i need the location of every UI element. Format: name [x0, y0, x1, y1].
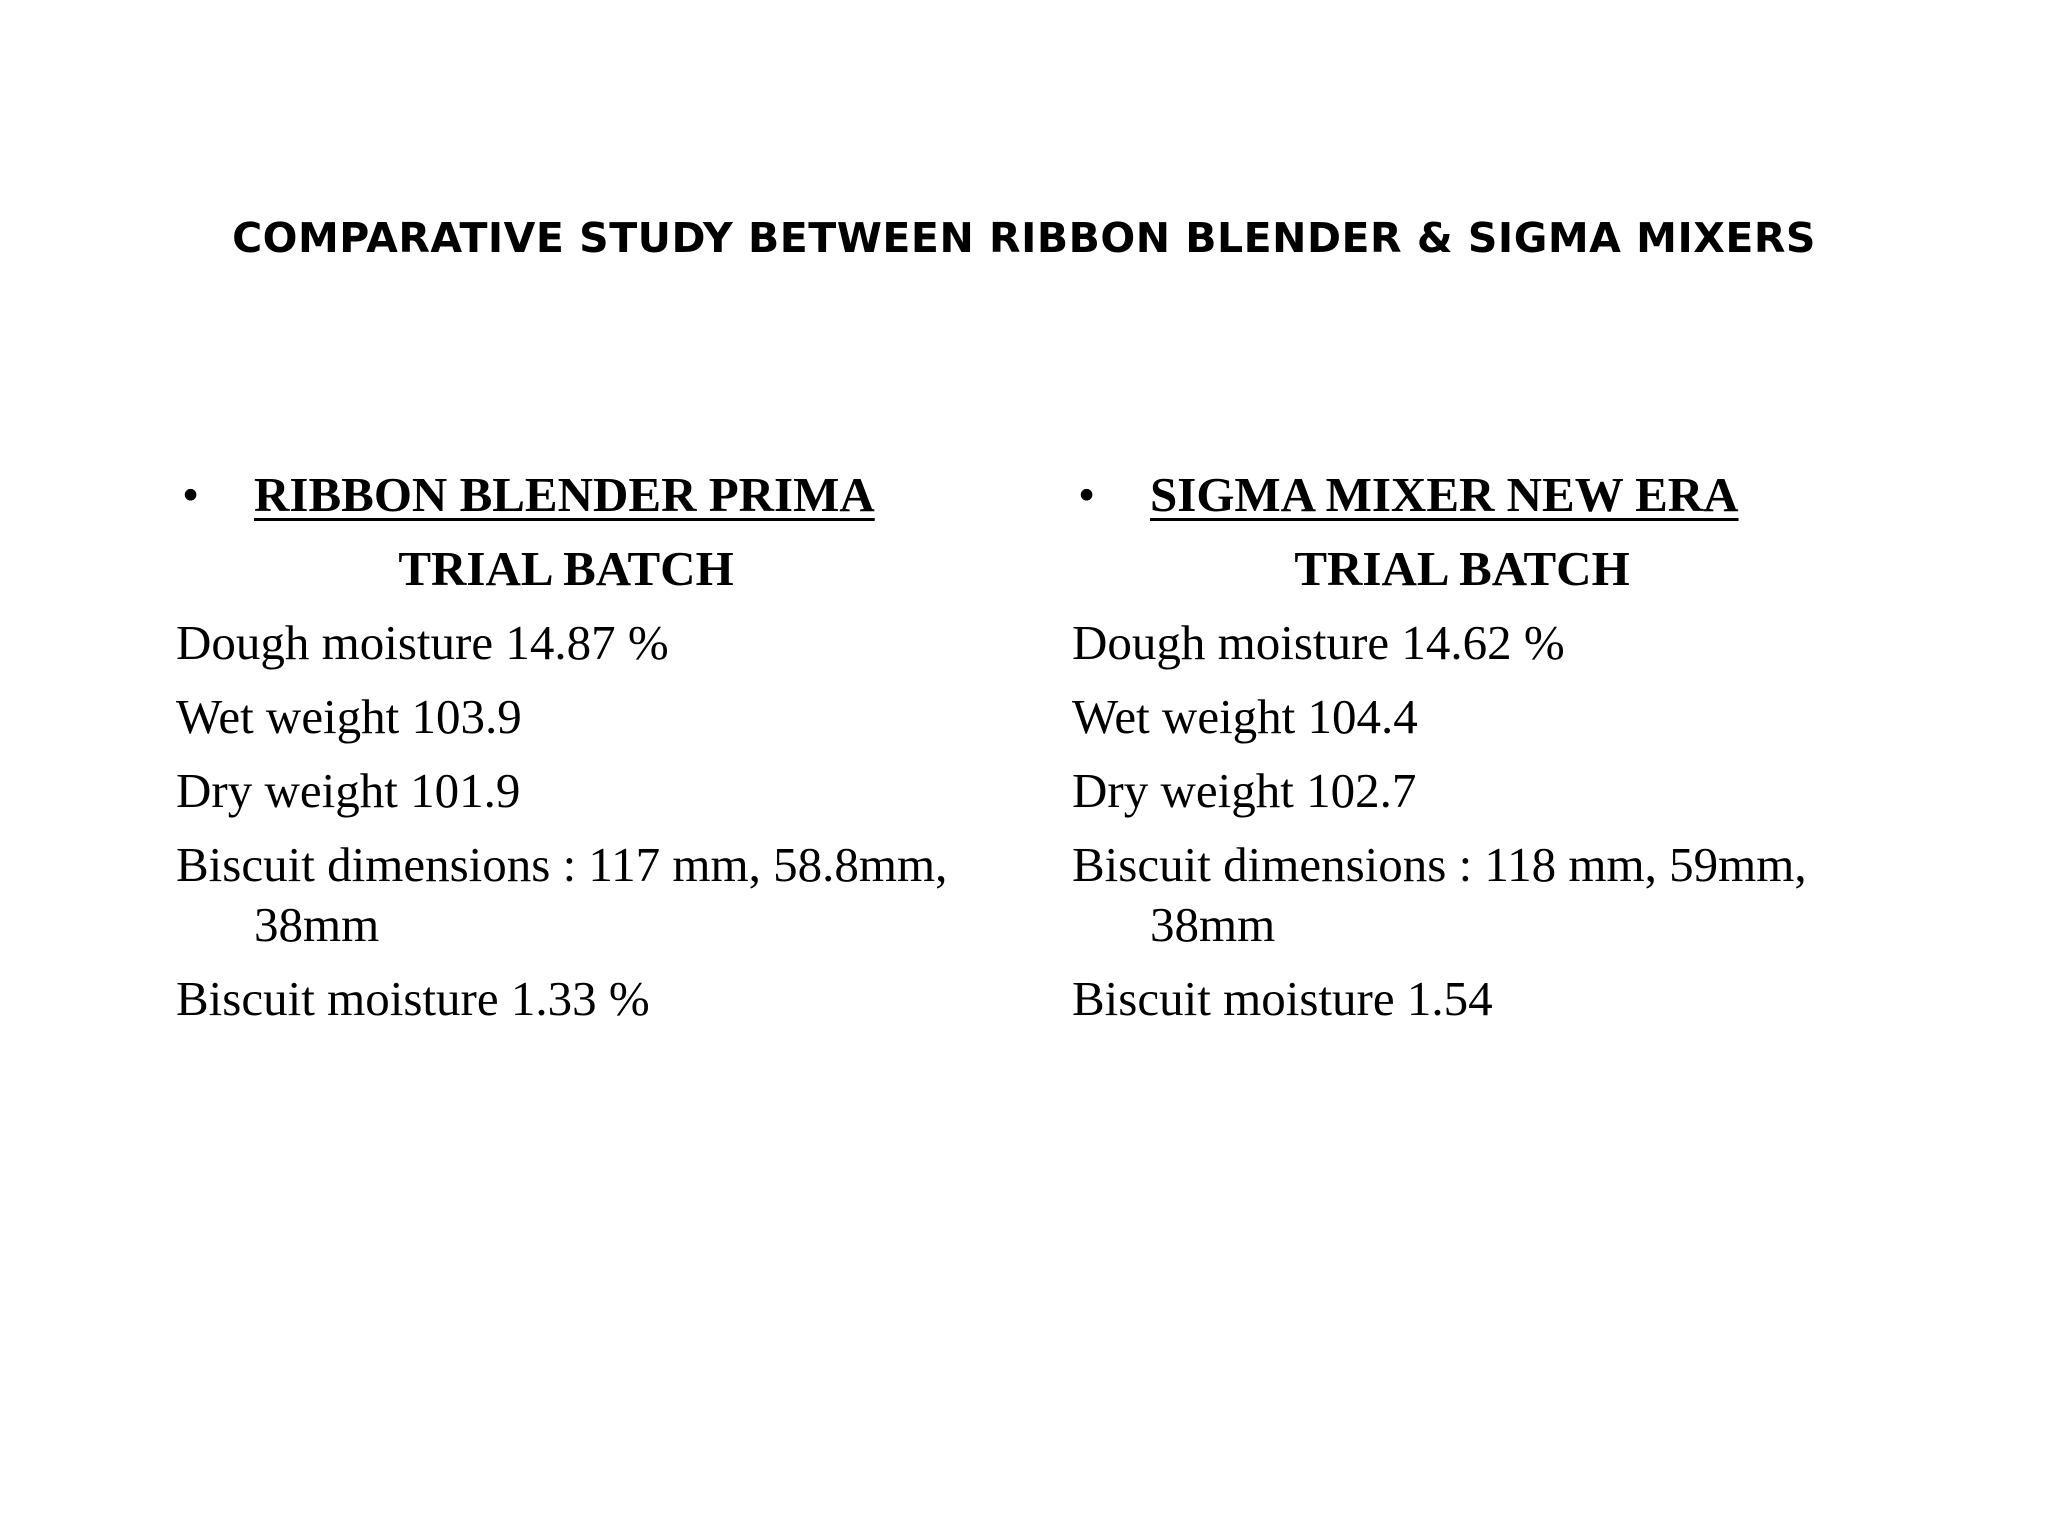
- right-biscuit-dimensions: Biscuit dimensions : 118 mm, 59mm,: [1072, 837, 1807, 892]
- left-column: [176, 458, 1036, 1036]
- left-wet-weight: Wet weight 103.9: [176, 689, 522, 744]
- left-heading: RIBBON BLENDER PRIMA: [254, 467, 875, 522]
- right-biscuit-moisture: Biscuit moisture 1.54: [1072, 971, 1493, 1026]
- left-dry-weight: Dry weight 101.9: [176, 763, 521, 818]
- bullet-icon: •: [1078, 467, 1096, 522]
- right-biscuit-dimensions-cont: 38mm: [1150, 897, 1276, 952]
- left-heading-row: [176, 458, 1036, 532]
- left-biscuit-moisture: Biscuit moisture 1.33 %: [176, 971, 650, 1026]
- slide-title: COMPARATIVE STUDY BETWEEN RIBBON BLENDER & SIGMA MIXERS: [232, 214, 1816, 262]
- left-biscuit-dimensions-cont: 38mm: [254, 897, 380, 952]
- right-dry-weight: Dry weight 102.7: [1072, 763, 1417, 818]
- right-subheading: TRIAL BATCH: [1294, 541, 1630, 596]
- right-dough-moisture: Dough moisture 14.62 %: [1072, 615, 1565, 670]
- left-subheading: TRIAL BATCH: [398, 541, 734, 596]
- left-biscuit-dimensions: Biscuit dimensions : 117 mm, 58.8mm,: [176, 837, 948, 892]
- right-heading-row: [1072, 458, 1932, 532]
- right-heading: SIGMA MIXER NEW ERA: [1150, 467, 1739, 522]
- left-dough-moisture: Dough moisture 14.87 %: [176, 615, 669, 670]
- right-wet-weight: Wet weight 104.4: [1072, 689, 1418, 744]
- right-column: [1072, 458, 1932, 1036]
- bullet-icon: •: [182, 467, 200, 522]
